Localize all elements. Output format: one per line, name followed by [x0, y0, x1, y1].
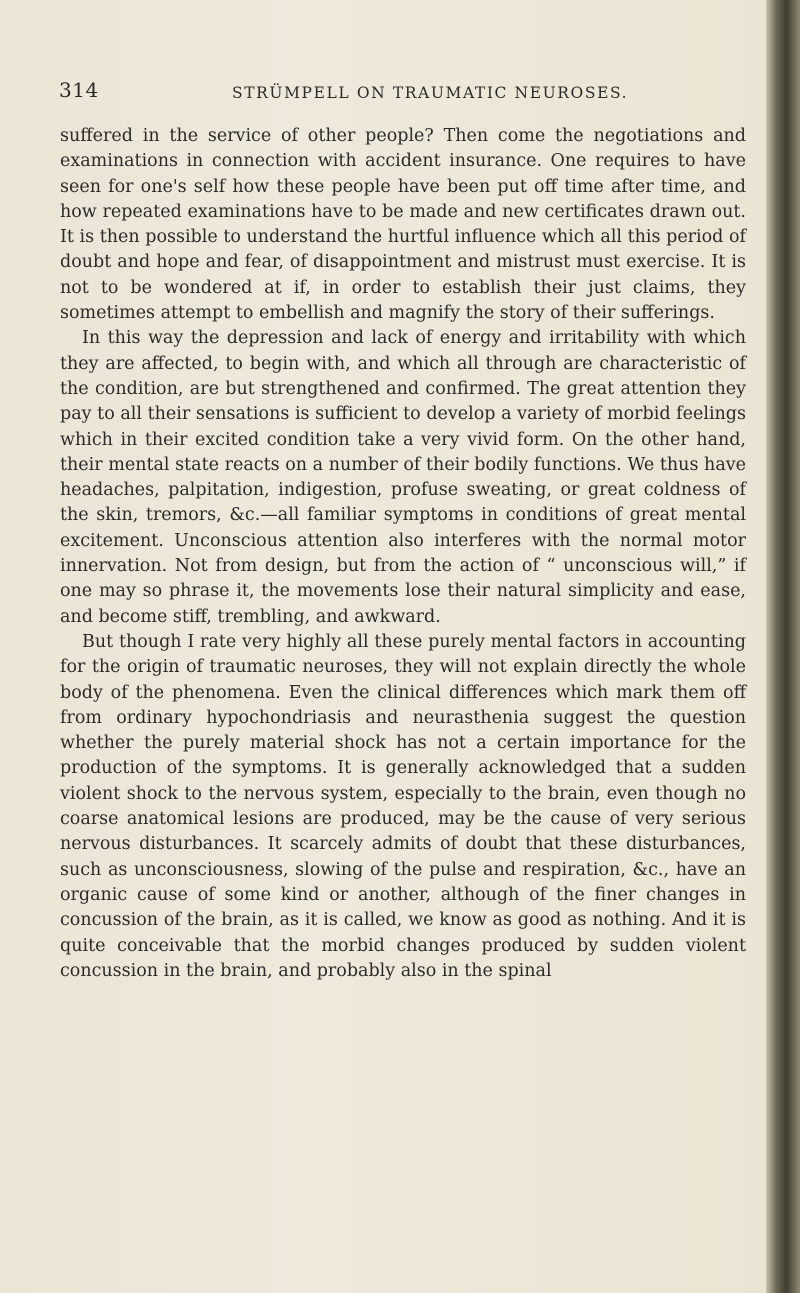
paragraph-3: But though I rate very highly all these purely mental factors in accounting for the origin of traumatic neuroses, they will not explain directly the whole body of the phenomena. Even the clinical differences which mark them off from ordinary hypochondriasis and neurasthenia suggest the question whether the purely material shock has not a certain importance for the production of the symptoms. It is generally acknowledged that a sudden violent shock to the nervous system, especially to the brain, even though no coarse anatomical lesions are produced, may be the cause of very serious nervous disturbances. It scarcely admits of doubt that these disturbances, such as unconsciousness, slowing of the pulse and respiration, &c., have an organic cause of some kind or another, although of the finer changes in concussion of the brain, as it is called, we know as good as nothing. And it is quite conceivable that the morbid changes produced by sudden violent concussion in the brain, and probably also in the spinal [60, 631, 746, 981]
page-header [0, 66, 774, 106]
paragraph-2: In this way the depression and lack of energy and irritability with which they are affected, to begin with, and which all through are characteristic of the condition, are but strengthened and confirmed. The great attention they pay to all their sensations is sufficient to develop a variety of morbid feelings which in their excited condition take a very vivid form. On the other hand, their mental state reacts on a number of their bodily functions. We thus have headaches, palpitation, indigestion, profuse sweating, or great coldness of the skin, tremors, &c.—all familiar symptoms in conditions of great mental excitement. Unconscious attention also interferes with the normal motor innervation. Not from design, but from the action of “ unconscious will,” if one may so phrase it, the movements lose their natural simplicity and ease, and become stiff, trembling, and awkward. [60, 328, 746, 627]
body-text [60, 124, 746, 984]
book-edge [766, 0, 800, 1293]
paragraph-1: suffered in the service of other people? Then come the negotiations and examinations in connection with accident insurance. One requires to have seen for one's self how these people have been put off time after time, and how repeated examinations have to be made and new certificates drawn out. It is then possible to understand the hurtful influence which all this period of doubt and hope and fear, of disappointment and mistrust must exercise. It is not to be wondered at if, in order to establish their just claims, they sometimes attempt to embellish and magnify the story of their sufferings. [60, 126, 746, 324]
running-head: STRÜMPELL ON TRAUMATIC NEUROSES. [232, 84, 629, 102]
page-number: 314 [59, 78, 99, 102]
